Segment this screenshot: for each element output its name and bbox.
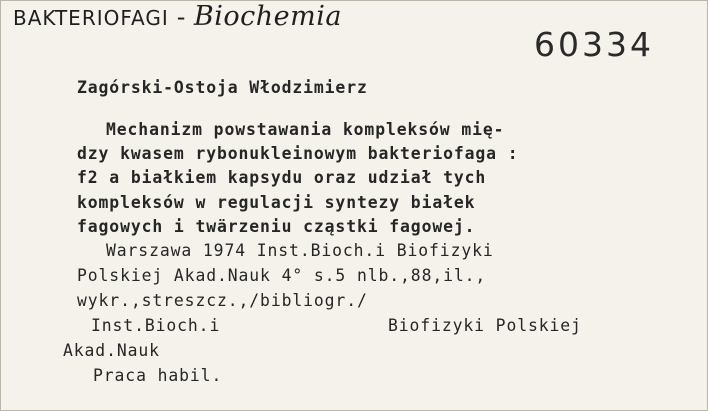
- author-name: Zagórski-Ostoja Włodzimierz: [77, 78, 368, 97]
- degree-note: Praca habil.: [93, 366, 223, 385]
- title-line: fagowych i twärzeniu cząstki fagowej.: [77, 217, 476, 236]
- subject-category: BAKTERIOFAGI: [13, 6, 169, 30]
- imprint-line: Warszawa 1974 Inst.Bioch.i Biofizyki: [106, 241, 494, 260]
- card-number: 60334: [534, 25, 654, 64]
- heading-dash: -: [176, 3, 186, 31]
- imprint-line: Polskiej Akad.Nauk 4° s.5 nlb.,88,il.,: [77, 266, 487, 285]
- institution-line: Akad.Nauk: [63, 341, 160, 360]
- title-line: f2 a białkiem kapsydu oraz udział tych: [77, 168, 487, 187]
- title-line: Mechanizm powstawania kompleksów mię-: [106, 120, 505, 139]
- institution-line: Inst.Bioch.i: [91, 316, 221, 335]
- title-line: dzy kwasem rybonukleinowym bakteriofaga :: [77, 144, 519, 163]
- handwritten-heading: [13, 1, 342, 32]
- title-line: kompleksów w regulacji syntezy białek: [77, 193, 476, 212]
- institution-line: Biofizyki Polskiej: [388, 316, 582, 335]
- subject-heading: Biochemia: [193, 1, 342, 32]
- imprint-line: wykr.,streszcz.,/bibliogr./: [77, 291, 368, 310]
